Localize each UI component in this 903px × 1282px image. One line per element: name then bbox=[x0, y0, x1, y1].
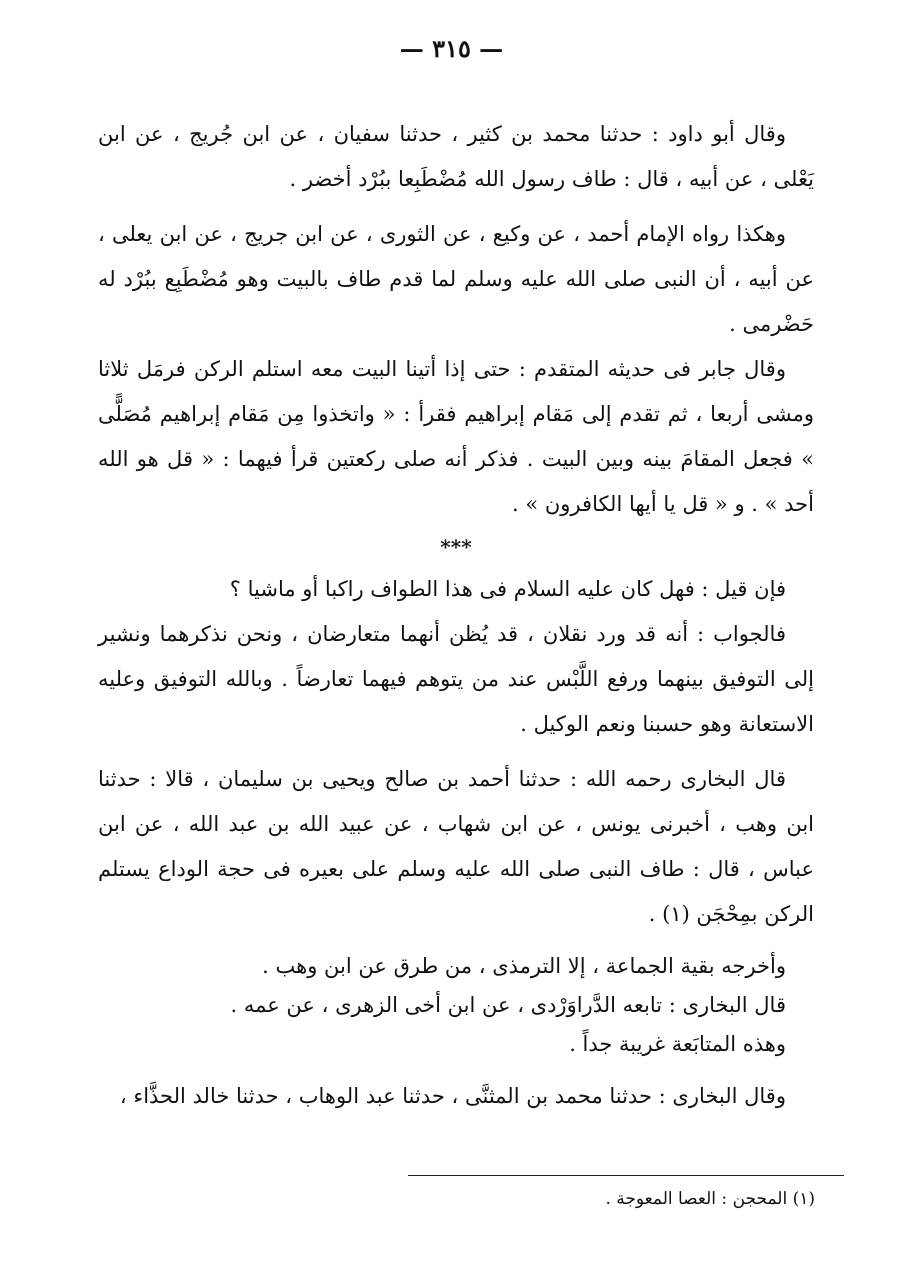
footnote: (١) المحجن : العصا المعوجة . bbox=[605, 1189, 815, 1209]
paragraph-abu-dawud: وقال أبو داود : حدثنا محمد بن كثير ، حدثنا سفيان ، عن ابن جُريج ، عن ابن يَعْلى ، عن أبيه ، قال : طاف رسول الله مُضْطَبِعا ببُرْد أخضر . bbox=[98, 122, 814, 191]
section-separator: *** bbox=[440, 535, 472, 559]
paragraph-darawardi: قال البخارى : تابعه الدَّراوَرْدى ، عن ابن أخى الزهرى ، عن عمه . bbox=[230, 993, 786, 1017]
paragraph-mutabaa: وهذه المتابَعة غريبة جداً . bbox=[569, 1032, 786, 1056]
paragraph-jabir: وقال جابر فى حديثه المتقدم : حتى إذا أتينا البيت معه استلم الركن فرمَل ثلاثا ومشى أربعا ، ثم تقدم إلى مَقام إبراهيم فقرأ : « واتخذوا مِن مَقام إبراهيم مُصَلًّى » فجعل المقامَ بينه وبين البيت . فذكر أنه صلى ركعتين قرأ فيهما : « قل هو الله أحد » . و « قل يا أيها الكافرون » . bbox=[98, 357, 814, 516]
paragraph-bukhari-hadith: قال البخارى رحمه الله : حدثنا أحمد بن صالح ويحيى بن سليمان ، قالا : حدثنا ابن وهب ، أخبرنى يونس ، عن ابن شهاب ، عن عبيد الله بن عبد الله ، عن ابن عباس ، قال : طاف النبى صلى الله عليه وسلم على بعيره فى حجة الوداع يستلم الركن بمِحْجَن (١) . bbox=[98, 767, 814, 926]
paragraph-answer: فالجواب : أنه قد ورد نقلان ، قد يُظن أنهما متعارضان ، ونحن نذكرهما ونشير إلى التوفيق بينهما ورفع اللَّبْس عند من يتوهم فيهما تعارضاً . وبالله التوفيق وعليه الاستعانة وهو حسبنا ونعم الوكيل . bbox=[98, 622, 814, 736]
footnote-divider bbox=[408, 1175, 844, 1176]
page-number: — ٣١٥ — bbox=[399, 34, 504, 63]
paragraph-bukhari-muthanna: وقال البخارى : حدثنا محمد بن المثنَّى ، حدثنا عبد الوهاب ، حدثنا خالد الحذَّاء ، bbox=[119, 1084, 786, 1108]
page-body bbox=[98, 112, 814, 1119]
paragraph-question: فإن قيل : فهل كان عليه السلام فى هذا الطواف راكبا أو ماشيا ؟ bbox=[229, 577, 786, 601]
paragraph-ahmad: وهكذا رواه الإمام أحمد ، عن وكيع ، عن الثورى ، عن ابن جريج ، عن ابن يعلى ، عن أبيه ، أن النبى صلى الله عليه وسلم لما قدم طاف بالبيت وهو مُضْطَبِع ببُرْد له حَضْرمى . bbox=[98, 222, 814, 336]
paragraph-jamaa: وأخرجه بقية الجماعة ، إلا الترمذى ، من طرق عن ابن وهب . bbox=[262, 954, 786, 978]
